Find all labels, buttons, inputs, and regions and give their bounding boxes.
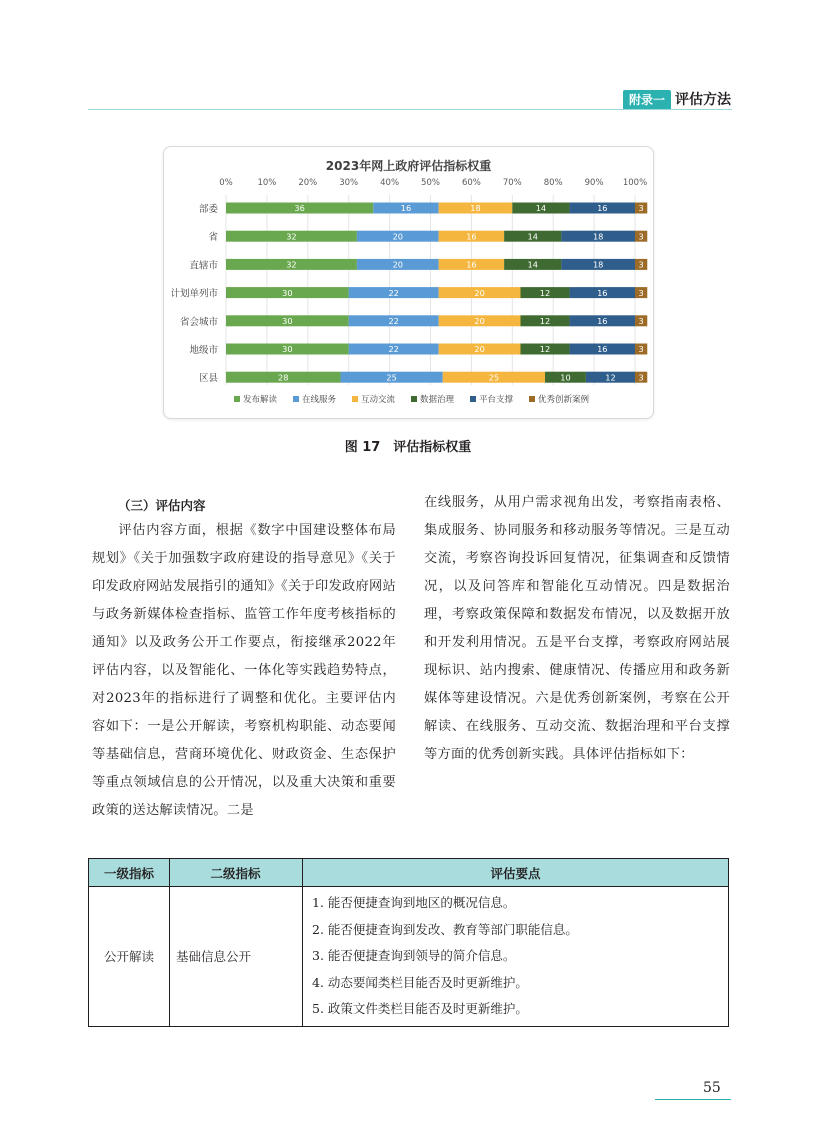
- data-label: 22: [388, 316, 399, 326]
- data-label: 14: [527, 231, 538, 242]
- section-title: （三）评估内容: [118, 498, 206, 513]
- legend-swatch: [529, 396, 535, 402]
- data-label: 18: [592, 231, 604, 242]
- table-header-row: [89, 859, 729, 887]
- body-paragraph-right: 在线服务，从用户需求视角出发，考察指南表格、集成服务、协同服务和移动服务等情况。三是互动交流，考察咨询投诉回复情况，征集调查和反馈情况，以及问答库和智能化互动情况。四是数据治理，考察政策保障和数据发布情况，以及数据开放和开发利用情况。五是平台支撑，考察政府网站展现标识、站内搜索、健康情况、传播应用和政务新媒体等建设情况。六是优秀创新案例，考察在公开解读、在线服务、互动交流、数据治理和平台支撑等方面的优秀创新实践。具体评估指标如下：: [424, 495, 730, 762]
- point-item: 2. 能否便捷查询到发改、教育等部门职能信息。: [312, 921, 578, 937]
- cell-level2: 基础信息公开: [170, 887, 303, 1027]
- category-label: 地级市: [189, 345, 218, 356]
- header-level2: 二级指标: [170, 859, 303, 887]
- data-label: 16: [466, 231, 477, 242]
- table-row: [89, 887, 729, 1027]
- data-label: 14: [535, 203, 547, 214]
- data-label: 36: [294, 203, 305, 214]
- header-rule: [88, 109, 732, 110]
- data-label: 10: [560, 372, 571, 383]
- x-tick-label: 40%: [380, 178, 400, 188]
- data-label: 16: [597, 316, 608, 326]
- data-label: 3: [638, 259, 644, 270]
- cell-points: [303, 887, 729, 1027]
- cell-level1: 公开解读: [89, 887, 170, 1027]
- legend-swatch: [234, 396, 240, 402]
- legend-label: 优秀创新案例: [538, 395, 590, 405]
- legend-swatch: [470, 396, 476, 402]
- x-tick-label: 50%: [421, 178, 440, 188]
- x-tick-label: 70%: [502, 178, 522, 188]
- chart-title: 2023年网上政府评估指标权重: [325, 159, 492, 173]
- x-tick-label: 100%: [622, 178, 648, 188]
- data-label: 16: [597, 203, 608, 214]
- legend-swatch: [352, 396, 358, 402]
- text-column-left: [92, 517, 396, 825]
- indicator-table: [88, 858, 729, 1027]
- data-label: 20: [392, 259, 403, 270]
- category-label: 直辖市: [189, 260, 218, 272]
- data-label: 30: [282, 287, 293, 298]
- body-paragraph-left: 评估内容方面，根据《数字中国建设整体布局规划》《关于加强数字政府建设的指导意见》《关于印发政府网站发展指引的通知》《关于印发政府网站与政务新媒体检查指标、监管工作年度考核指标的通知》以及政务公开工作要点，衔接继承2022年评估内容，以及智能化、一体化等实践趋势特点，对2023年的指标进行了调整和优化。主要评估内容如下：一是公开解读，考察机构职能、动态要闻等基础信息，营商环境优化、财政资金、生态保护等重点领域信息的公开情况，以及重大决策和重要政策的送达解读情况。二是: [92, 523, 396, 818]
- text-column-right: [424, 489, 730, 769]
- header-level1: 一级指标: [89, 859, 170, 887]
- legend-label: 平台支撑: [479, 395, 514, 405]
- header-title: 评估方法: [675, 92, 731, 108]
- data-label: 32: [286, 231, 297, 242]
- legend-swatch: [293, 396, 299, 402]
- x-tick-label: 20%: [298, 178, 318, 188]
- category-label: 省会城市: [179, 316, 218, 328]
- data-label: 16: [400, 203, 412, 214]
- data-label: 30: [282, 344, 293, 355]
- data-label: 30: [282, 316, 293, 326]
- x-tick-label: 60%: [461, 178, 481, 188]
- data-label: 3: [638, 316, 644, 326]
- category-label: 部委: [198, 204, 218, 215]
- data-label: 25: [386, 372, 397, 383]
- category-label: 省: [208, 232, 218, 244]
- stacked-bar-chart: [164, 147, 653, 418]
- data-label: 22: [388, 287, 399, 298]
- data-label: 12: [605, 372, 616, 383]
- legend-label: 互动交流: [361, 395, 396, 405]
- x-tick-label: 80%: [543, 178, 563, 188]
- legend-label: 数据治理: [420, 395, 455, 405]
- data-label: 3: [638, 203, 644, 214]
- page-number: 55: [703, 1080, 721, 1096]
- category-label: 计划单列市: [170, 288, 218, 300]
- data-label: 16: [597, 344, 608, 355]
- data-label: 3: [638, 231, 644, 242]
- x-tick-label: 30%: [339, 178, 359, 188]
- data-label: 12: [539, 287, 551, 298]
- legend-swatch: [411, 396, 417, 402]
- data-label: 12: [539, 344, 551, 355]
- header-points: 评估要点: [303, 859, 729, 887]
- data-label: 20: [474, 287, 485, 298]
- point-item: 5. 政策文件类栏目能否及时更新维护。: [312, 1001, 528, 1016]
- data-label: 20: [392, 231, 403, 242]
- point-item: 3. 能否便捷查询到领导的简介信息。: [312, 948, 516, 963]
- data-label: 22: [388, 344, 399, 355]
- data-label: 16: [466, 259, 477, 270]
- data-label: 14: [527, 259, 538, 270]
- data-label: 16: [597, 287, 608, 298]
- data-label: 20: [474, 316, 485, 326]
- x-tick-label: 0%: [219, 178, 233, 188]
- chart-card: [163, 146, 654, 419]
- point-item: 4. 动态要闻类栏目能否及时更新维护。: [312, 974, 528, 990]
- data-label: 12: [539, 316, 551, 326]
- data-label: 3: [638, 344, 644, 355]
- data-label: 32: [286, 259, 297, 270]
- data-label: 3: [638, 287, 644, 298]
- page-number-rule: [655, 1099, 731, 1100]
- data-label: 25: [488, 372, 500, 383]
- data-label: 28: [278, 372, 289, 383]
- point-item: 1. 能否便捷查询到地区的概况信息。: [312, 895, 516, 910]
- legend-label: 发布解读: [243, 395, 278, 405]
- x-tick-label: 90%: [584, 178, 604, 188]
- x-tick-label: 10%: [257, 178, 277, 188]
- data-label: 18: [470, 203, 481, 214]
- data-label: 20: [474, 344, 485, 355]
- figure-caption: 图 17 评估指标权重: [344, 440, 472, 455]
- data-label: 18: [592, 259, 604, 270]
- category-label: 区县: [198, 373, 218, 385]
- legend-label: 在线服务: [302, 395, 337, 405]
- data-label: 3: [638, 372, 644, 383]
- appendix-tag: 附录一: [623, 90, 671, 110]
